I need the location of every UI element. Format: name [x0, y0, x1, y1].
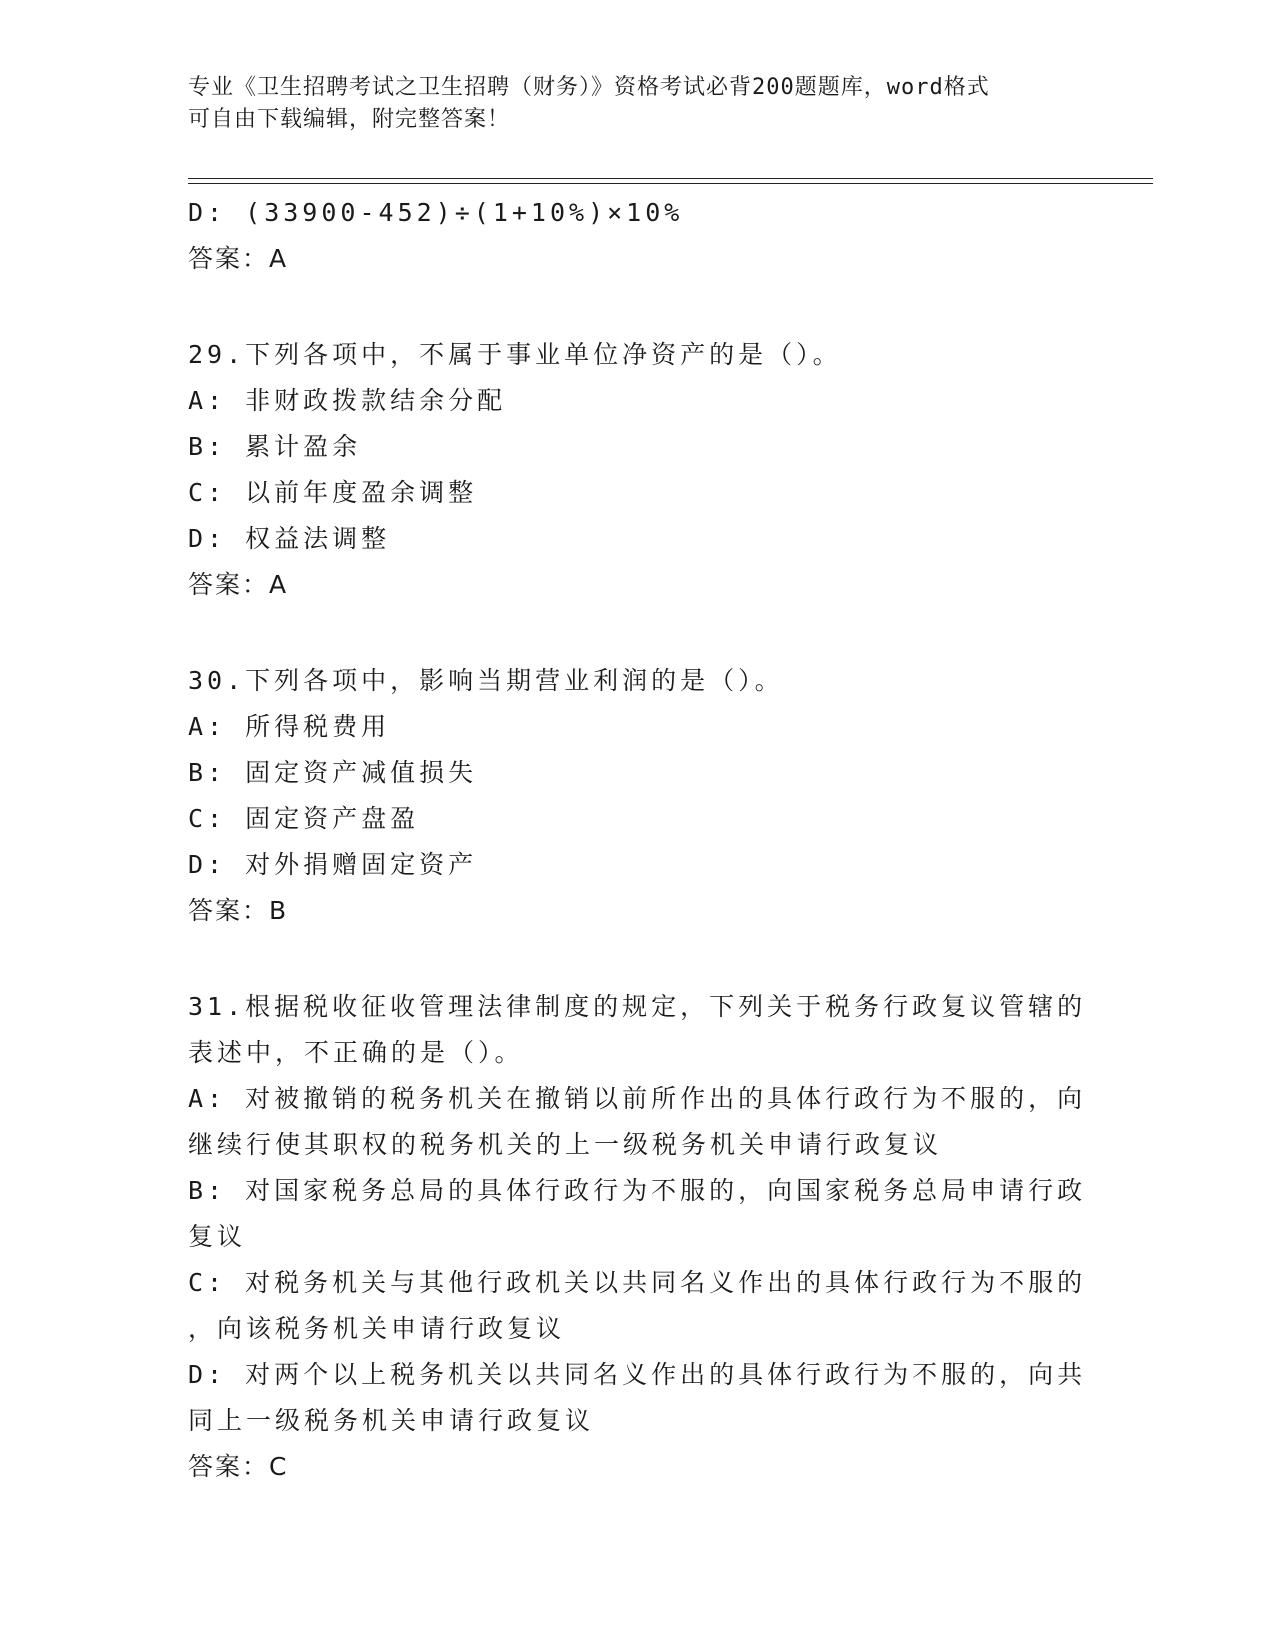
- previous-question-tail: [188, 190, 1088, 282]
- question-text: 30.下列各项中，影响当期营业利润的是（）。: [188, 666, 784, 695]
- answer-line: 答案：A: [188, 244, 289, 273]
- option-c: C: 固定资产盘盈: [188, 804, 420, 833]
- option-d-line-1: D: 对两个以上税务机关以共同名义作出的具体行政行为不服的，向共: [188, 1360, 1087, 1389]
- option-d: D: 权益法调整: [188, 524, 391, 553]
- option-b-line-1: B: 对国家税务总局的具体行政行为不服的，向国家税务总局申请行政: [188, 1176, 1087, 1205]
- spacer: [188, 934, 1088, 984]
- question-30: [188, 658, 1088, 934]
- header-title-line-1: 专业《卫生招聘考试之卫生招聘（财务）》资格考试必背200题题库，word格式: [188, 75, 990, 100]
- question-text: 29.下列各项中，不属于事业单位净资产的是（）。: [188, 340, 842, 369]
- option-d-line-2: 同上一级税务机关申请行政复议: [188, 1406, 595, 1435]
- answer-line: 答案：C: [188, 1452, 289, 1481]
- option-c-line-2: ，向该税务机关申请行政复议: [188, 1314, 566, 1343]
- option-a-line-1: A: 对被撤销的税务机关在撤销以前所作出的具体行政行为不服的，向: [188, 1084, 1087, 1113]
- answer-line: 答案：B: [188, 896, 289, 925]
- option-b: B: 累计盈余: [188, 432, 362, 461]
- answer-line: 答案：A: [188, 570, 289, 599]
- option-c-line-1: C: 对税务机关与其他行政机关以共同名义作出的具体行政行为不服的: [188, 1268, 1087, 1297]
- question-29: [188, 332, 1088, 608]
- header-divider-bottom: [188, 183, 1153, 184]
- option-c: C: 以前年度盈余调整: [188, 478, 478, 507]
- option-a-line-2: 继续行使其职权的税务机关的上一级税务机关申请行政复议: [188, 1130, 943, 1159]
- option-d: D: (33900-452)÷(1+10%)×10%: [188, 198, 684, 227]
- option-b: B: 固定资产减值损失: [188, 758, 478, 787]
- question-text-line-2: 表述中，不正确的是（）。: [188, 1038, 524, 1067]
- option-a: A: 非财政拨款结余分配: [188, 386, 507, 415]
- option-b-line-2: 复议: [188, 1222, 247, 1251]
- header-title-line-2: 可自由下载编辑，附完整答案！: [188, 107, 511, 132]
- question-31: [188, 984, 1088, 1490]
- document-body: [188, 190, 1088, 1490]
- spacer: [188, 608, 1088, 658]
- option-a: A: 所得税费用: [188, 712, 391, 741]
- header-divider-top: [188, 178, 1153, 179]
- question-text-line-1: 31.根据税收征收管理法律制度的规定，下列关于税务行政复议管辖的: [188, 992, 1087, 1021]
- spacer: [188, 282, 1088, 332]
- option-d: D: 对外捐赠固定资产: [188, 850, 478, 879]
- document-header: [188, 72, 1088, 136]
